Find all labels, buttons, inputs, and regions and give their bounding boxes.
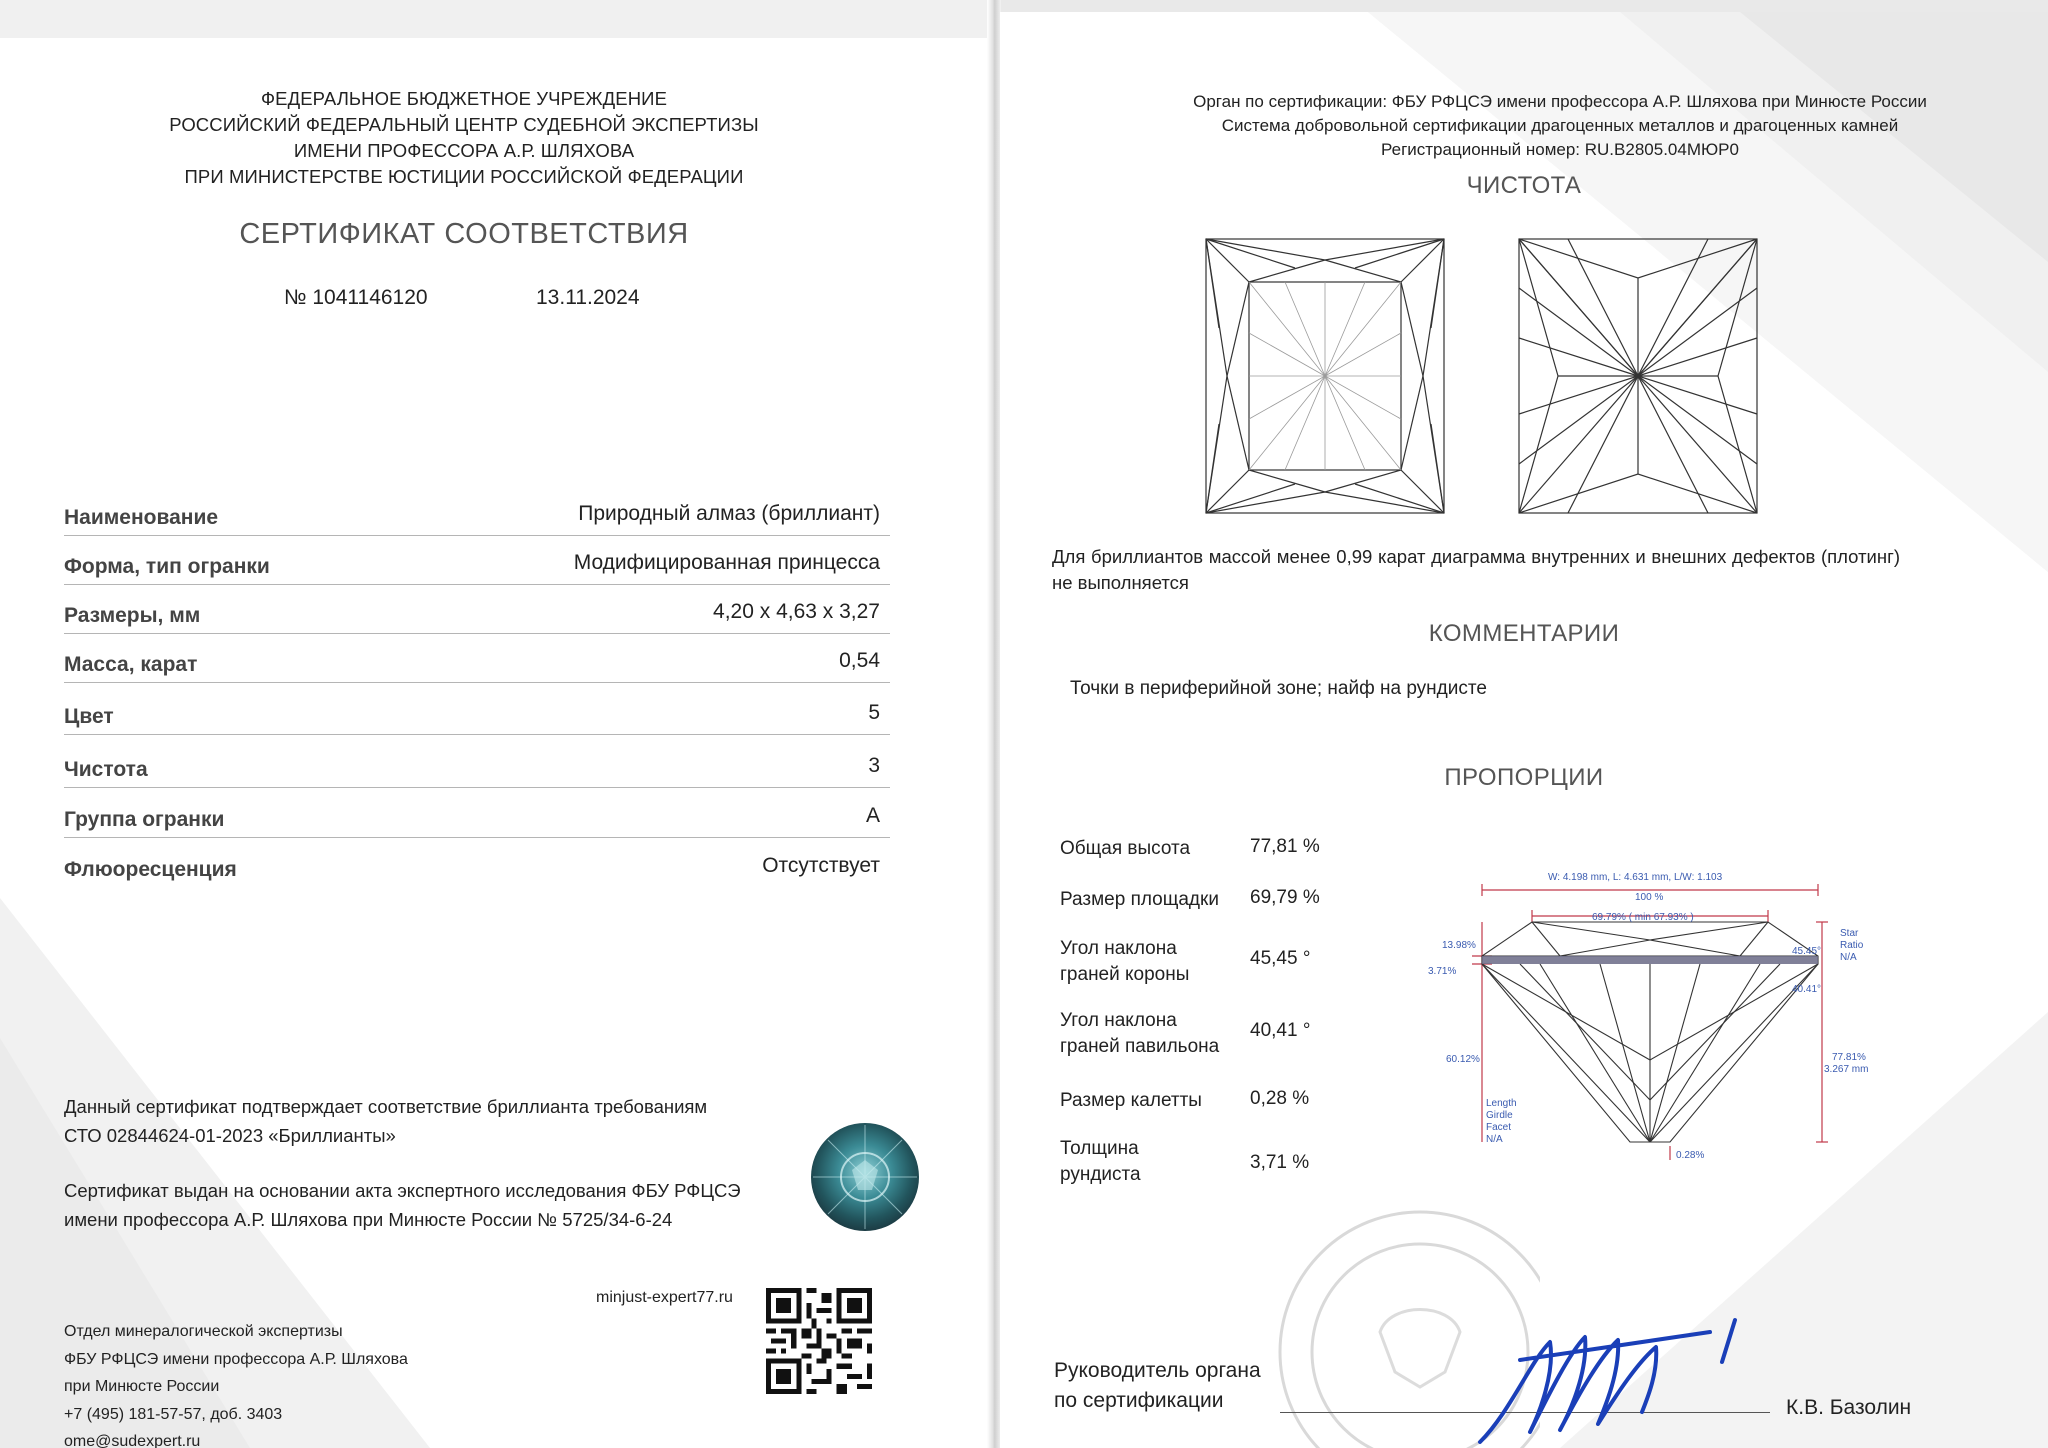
certification-body-header <box>1060 90 2048 162</box>
proportions-diagram <box>1420 860 1880 1170</box>
property-label: Наименование <box>64 506 219 529</box>
signatory-role-line: Руководитель органа <box>1054 1359 1261 1382</box>
issuer-line: ПРИ МИНИСТЕРСТВЕ ЮСТИЦИИ РОССИЙСКОЙ ФЕДЕРАЦИИ <box>184 166 744 187</box>
issuer-line: ФЕДЕРАЛЬНОЕ БЮДЖЕТНОЕ УЧРЕЖДЕНИЕ <box>260 88 668 109</box>
proportion-value: 45,45 ° <box>1250 948 1311 969</box>
proportion-label: Размер площадки <box>1060 889 1219 910</box>
proportion-value: 77,81 % <box>1250 836 1320 857</box>
diagram-star-ratio-label: N/A <box>1840 952 1857 963</box>
signatory-name: К.В. Базолин <box>1786 1396 1912 1419</box>
proportion-label: Толщина рундиста <box>1060 1138 1141 1185</box>
property-label: Флюоресценция <box>64 858 237 881</box>
property-row <box>64 685 890 735</box>
property-label: Размеры, мм <box>64 604 201 627</box>
diagram-star-ratio-label: Ratio <box>1840 940 1864 951</box>
document-title: СЕРТИФИКАТ СООТВЕТСТВИЯ <box>239 218 689 250</box>
diagram-crown-angle-label: 45.45° <box>1792 946 1822 957</box>
property-row <box>64 535 890 585</box>
diagram-crown-height-label: 13.98% <box>1442 940 1476 951</box>
comments-text: Точки в периферийной зоне; найф на рундисте <box>1070 678 1487 699</box>
diagram-lgf-label: Facet <box>1486 1122 1512 1133</box>
contact-email[interactable]: ome@sudexpert.ru <box>64 1433 201 1448</box>
contact-block <box>64 1318 484 1448</box>
property-label: Цвет <box>64 705 114 728</box>
property-value: Отсутствует <box>762 854 880 877</box>
diagram-pavilion-depth-label: 60.12% <box>1446 1054 1480 1065</box>
certificate-left-page <box>0 38 998 1448</box>
girdle-band <box>1482 956 1818 964</box>
header-line: Орган по сертификации: ФБУ РФЦСЭ имени профессора А.Р. Шляхова при Минюсте России <box>1193 92 1927 111</box>
diagram-lgf-label: Girdle <box>1486 1110 1513 1121</box>
property-label: Форма, тип огранки <box>64 555 270 578</box>
website-link[interactable]: minjust-expert77.ru <box>596 1289 733 1306</box>
conformity-line: СТО 02844624-01-2023 «Бриллианты» <box>64 1125 396 1146</box>
property-label: Группа огранки <box>64 808 225 831</box>
basis-line: имени профессора А.Р. Шляхова при Минюсте России № 5725/34-6-24 <box>64 1209 673 1230</box>
issuer-line: РОССИЙСКИЙ ФЕДЕРАЛЬНЫЙ ЦЕНТР СУДЕБНОЙ ЭКСПЕРТИЗЫ <box>169 114 759 135</box>
diagram-width-label: 100 % <box>1635 892 1664 903</box>
basis-line: Сертификат выдан на основании акта экспертного исследования ФБУ РФЦСЭ <box>64 1180 741 1201</box>
contact-line: при Минюсте России <box>64 1378 220 1395</box>
property-value: 4,20 х 4,63 х 3,27 <box>713 600 880 623</box>
property-value: Природный алмаз (бриллиант) <box>578 502 880 525</box>
property-row <box>64 738 890 788</box>
qr-code-icon <box>766 1288 872 1394</box>
comments-title: КОММЕНТАРИИ <box>1428 620 1620 647</box>
certificate-number: № 1041146120 <box>284 286 428 309</box>
basis-statement <box>64 1176 804 1234</box>
property-value: A <box>865 804 880 827</box>
property-label: Чистота <box>64 758 148 781</box>
proportion-label: Угол наклона граней короны <box>1060 938 1190 985</box>
property-value: 5 <box>868 701 880 724</box>
diagram-total-depth-mm-label: 3.267 mm <box>1824 1064 1869 1075</box>
diagram-girdle-label: 3.71% <box>1428 966 1457 977</box>
property-label: Масса, карат <box>64 653 198 676</box>
property-row <box>64 788 890 838</box>
clarity-title: ЧИСТОТА <box>1466 172 1582 199</box>
plotting-note: Для бриллиантов массой менее 0,99 карат диаграмма внутренних и внешних дефектов (плотинг) не выполняется <box>1052 546 1900 593</box>
contact-line: Отдел минералогической экспертизы <box>64 1323 343 1340</box>
diagram-total-depth-label: 77.81% <box>1832 1052 1866 1063</box>
proportions-title: ПРОПОРЦИИ <box>1444 764 1604 791</box>
certificate-right-page <box>1000 12 2048 1448</box>
property-row <box>64 486 890 536</box>
certificate-date: 13.11.2024 <box>536 286 640 309</box>
diagram-culet-label: 0.28% <box>1676 1150 1705 1161</box>
contact-line: ФБУ РФЦСЭ имени профессора А.Р. Шляхова <box>64 1350 408 1368</box>
background-strip <box>0 0 998 38</box>
contact-line: +7 (495) 181-57-57, доб. 3403 <box>64 1405 283 1423</box>
header-line: Система добровольной сертификации драгоценных металлов и драгоценных камней <box>1221 116 1899 135</box>
property-row <box>64 584 890 634</box>
proportion-value: 3,71 % <box>1250 1152 1310 1173</box>
conformity-line: Данный сертификат подтверждает соответствие бриллианта требованиям <box>64 1096 708 1117</box>
header-line: Регистрационный номер: RU.B2805.04МЮР0 <box>1381 140 1739 159</box>
property-row <box>64 838 890 887</box>
handwritten-signature <box>1460 1302 1760 1448</box>
page-spine <box>987 0 1001 1448</box>
conformity-statement <box>64 1092 784 1150</box>
diagram-dimensions-label: W: 4.198 mm, L: 4.631 mm, L/W: 1.103 <box>1548 872 1723 883</box>
diagram-star-ratio-label: Star <box>1840 928 1859 939</box>
pavilion-view-diagram <box>1518 238 1758 514</box>
proportion-label: Общая высота <box>1060 838 1191 859</box>
issuer-header <box>80 86 848 190</box>
crown-view-diagram <box>1205 238 1445 514</box>
proportion-value: 0,28 % <box>1250 1088 1310 1109</box>
property-value: Модифицированная принцесса <box>573 551 880 574</box>
hologram-seal-icon <box>808 1120 922 1234</box>
proportion-value: 40,41 ° <box>1250 1020 1311 1041</box>
property-row <box>64 633 890 683</box>
diagram-table-label: 69.79% ( min 67.93% ) <box>1592 912 1694 923</box>
property-value: 3 <box>868 754 880 777</box>
proportion-label: Размер калетты <box>1060 1090 1202 1111</box>
proportion-value: 69,79 % <box>1250 887 1320 908</box>
proportion-label: Угол наклона граней павильона <box>1060 1010 1220 1057</box>
diagram-pavilion-angle-label: 40.41° <box>1792 984 1822 995</box>
signatory-role-line: по сертификации <box>1054 1389 1224 1412</box>
diagram-lgf-label: N/A <box>1486 1134 1503 1145</box>
property-value: 0,54 <box>839 649 880 672</box>
issuer-line: ИМЕНИ ПРОФЕССОРА А.Р. ШЛЯХОВА <box>293 140 635 161</box>
signatory-role <box>1054 1356 1294 1416</box>
diagram-lgf-label: Length <box>1486 1098 1517 1109</box>
